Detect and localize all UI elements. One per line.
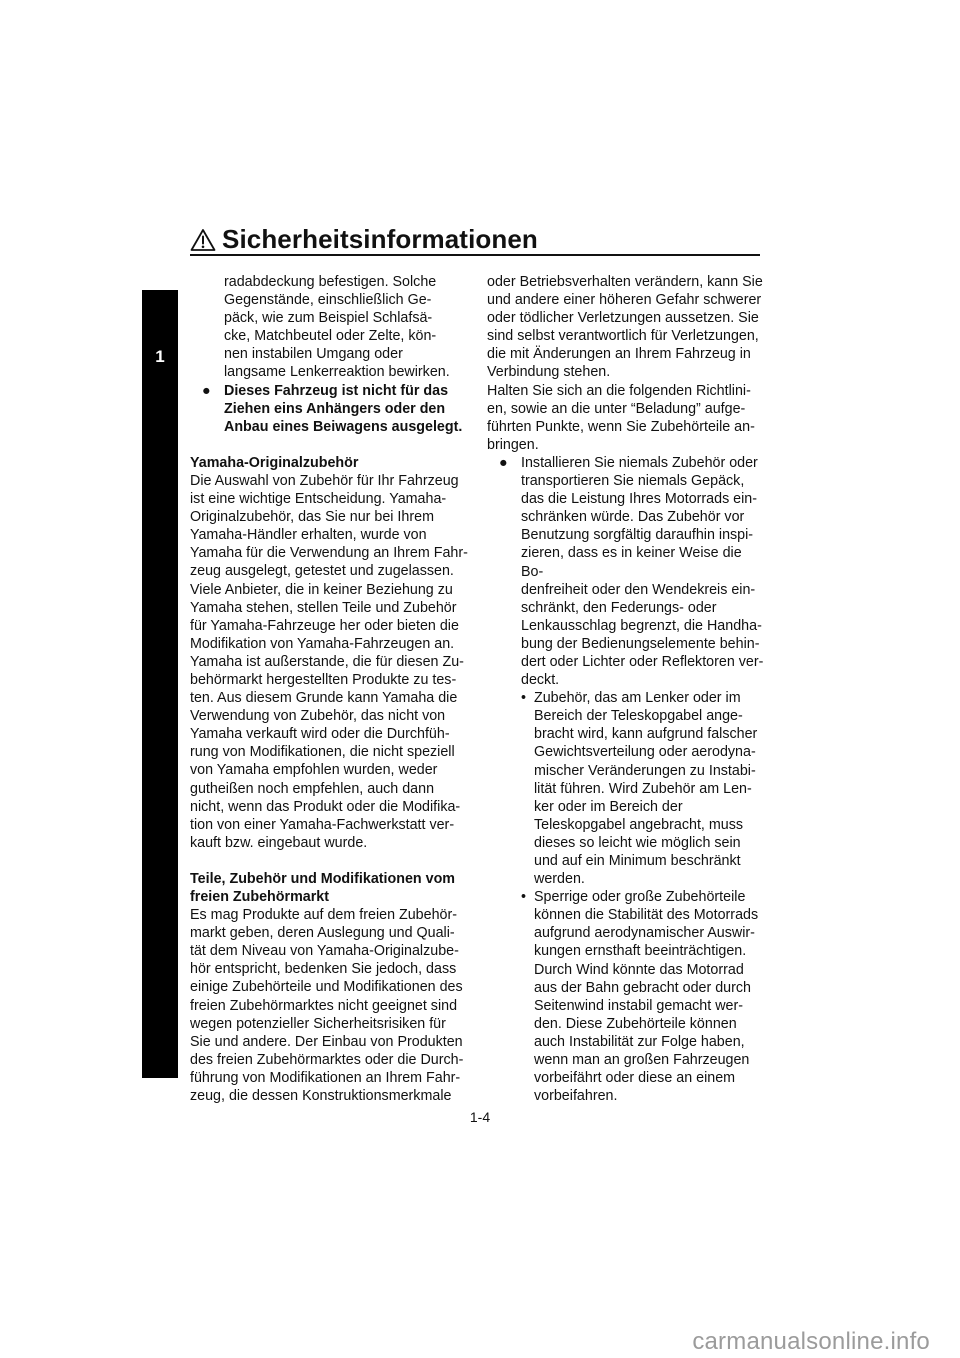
text-line: lität führen. Wird Zubehör am Len- [534,780,752,797]
text-line: transportieren Sie niemals Gepäck, [521,473,745,490]
text-line: Zubehör, das am Lenker oder im [534,690,741,707]
footer-watermark: carmanualsonline.info [692,1328,930,1355]
text-line: Yamaha stehen, stellen Teile und Zubehör [190,599,457,616]
page-header [190,224,538,255]
text-line: mischer Veränderungen zu Instabi- [534,762,756,779]
text-line: Sie und andere. Der Einbau von Produkten [190,1033,463,1050]
text-line: vorbeifahren. [534,1088,618,1105]
text-line: und andere einer höheren Gefahr schwerer [487,292,762,309]
text-line: das die Leistung Ihres Motorrads ein- [521,491,758,508]
text-line: führung von Modifikationen an Ihrem Fahr- [190,1069,461,1086]
text-line: päck, wie zum Beispiel Schlafsä- [224,310,433,327]
header-divider [190,254,760,256]
text-line: bracht wird, kann aufgrund falscher [534,726,758,743]
text-line: oder tödlicher Verletzungen aussetzen. Sie [487,310,759,327]
text-line: Durch Wind könnte das Motorrad [534,961,744,978]
text-line: cke, Matchbeutel oder Zelte, kön- [224,328,437,345]
text-line: Sperrige oder große Zubehörteile [534,889,746,906]
section-body [190,472,472,852]
text-line: führten Punkte, wenn Sie Zubehörteile an- [487,418,755,435]
text-line: Gewichtsverteilung oder aerodyna- [534,744,756,761]
text-line: Yamaha ist außerstande, die für diesen Zu- [190,653,464,670]
text-line: Seitenwind instabil gemacht wer- [534,997,743,1014]
page-number: 1-4 [469,1109,491,1125]
bullet-point-icon: • [521,690,527,707]
bullet-dot-icon: ● [202,382,211,399]
text-line: behörmarkt hergestellten Produkte zu tes- [190,671,457,688]
text-line: kauft bzw. eingebaut wurde. [190,834,368,851]
bullet-point-icon: • [521,889,527,906]
text-line: Teleskopgabel angebracht, muss [534,816,744,833]
text-line: langsame Lenkerreaktion bewirken. [224,364,450,381]
text-line: Originalzubehör, das Sie nur bei Ihrem [190,509,434,526]
text-line: Dieses Fahrzeug ist nicht für das [224,382,449,399]
text-line: freien Zubehörmarktes nicht geeignet sind [190,997,458,1014]
text-line: zieren, dass es in keiner Weise die Bo- [521,545,742,580]
text-line: einige Zubehörteile und Modifikationen des [190,979,463,996]
page-title: Sicherheitsinformationen [222,224,538,254]
text-line: Benutzung sorgfältig daraufhin inspi- [521,527,754,544]
sub-bullet-item [487,689,767,888]
text-line: ker oder im Bereich der [534,798,683,815]
text-line: gutheißen noch empfehlen, auch dann [190,780,435,797]
text-line: Halten Sie sich an die folgenden Richtlini- [487,382,751,399]
text-line: für Yamaha-Fahrzeuge her oder bieten die [190,617,459,634]
text-line: aufgrund aerodynamischer Auswir- [534,925,755,942]
text-line: Ziehen eins Anhängers oder den [224,400,446,417]
text-line: dert oder Lichter oder Reflektoren ver- [521,653,764,670]
text-line: schränkt, den Federungs- oder [521,599,717,616]
text-line: zeug, die dessen Konstruktionsmerkmale [190,1088,452,1105]
text-line: Lenkausschlag begrenzt, die Handha- [521,617,762,634]
text-line: dieses so leicht wie möglich sein [534,834,741,851]
text-line: sind selbst verantwortlich für Verletzungen, [487,328,759,345]
text-line: denfreiheit oder den Wendekreis ein- [521,581,756,598]
text-line: markt geben, deren Auslegung und Quali- [190,925,455,942]
text-line: tät dem Niveau von Yamaha-Originalzube- [190,943,459,960]
text-line: und auf ein Minimum beschränkt [534,853,741,869]
text-line: auch Instabilität zur Folge haben, [534,1033,745,1050]
text-line: Verbindung stehen. [487,364,611,381]
text-line: ten. Aus diesem Grunde kann Yamaha die [190,690,458,707]
section-heading: Yamaha-Originalzubehör [190,454,359,471]
text-line: oder Betriebsverhalten verändern, kann Sie [487,274,763,290]
section-heading: freien Zubehörmarkt [190,889,330,905]
text-line: des freien Zubehörmarktes oder die Durch- [190,1051,464,1068]
bullet-dot-icon: ● [499,454,508,471]
left-column [190,273,472,1105]
text-line: radabdeckung befestigen. Solche [224,274,437,290]
text-line: Verwendung von Zubehör, das nicht von [190,708,446,725]
text-line: schränken würde. Das Zubehör vor [521,509,745,526]
text-line: rung von Modifikationen, die nicht speziell [190,744,455,761]
chapter-tab [142,290,178,1078]
text-line: aus der Bahn gebracht oder durch [534,979,751,996]
text-line: Yamaha verkauft wird oder die Durchfüh- [190,726,450,743]
text-line: Es mag Produkte auf dem freien Zubehör- [190,907,458,924]
sub-bullet-item [487,888,767,1105]
text-line: Die Auswahl von Zubehör für Ihr Fahrzeug [190,472,459,489]
text-line: bringen. [487,436,539,453]
text-line: Yamaha für die Verwendung an Ihrem Fahr- [190,545,468,562]
bullet-item [487,454,767,689]
text-line: Modifikation von Yamaha-Fahrzeugen an. [190,635,455,652]
text-line: bung der Bedienungselemente behin- [521,635,760,652]
section-heading: Teile, Zubehör und Modifikationen vom [190,870,456,887]
text-line: kungen ernsthaft beeinträchtigen. [534,943,747,960]
text-line: den. Diese Zubehörteile können [534,1015,737,1032]
warning-bullet-item [190,382,472,436]
text-line: nen instabilen Umgang oder [224,346,403,363]
chapter-number: 1 [155,347,165,366]
text-line: von Yamaha empfohlen wurden, weder [190,762,438,779]
text-line: Anbau eines Beiwagens ausgelegt. [224,418,463,435]
text-line: die mit Änderungen an Ihrem Fahrzeug in [487,346,751,363]
text-line: werden. [534,871,585,888]
text-line: deckt. [521,672,560,689]
text-line: nicht, wenn das Produkt oder die Modifika- [190,798,461,815]
text-line: Viele Anbieter, die in keiner Beziehung zu [190,581,453,598]
text-line: wegen potenzieller Sicherheitsrisiken für [190,1015,446,1032]
text-line: en, sowie an die unter “Beladung” aufge- [487,400,746,417]
text-line: Bereich der Teleskopgabel ange- [534,708,743,725]
continued-paragraph [190,273,472,382]
right-column [487,273,767,1105]
text-line: vorbeifährt oder diese an einem [534,1070,736,1087]
text-line: zeug ausgelegt, getestet und zugelassen. [190,563,454,580]
text-line: Installieren Sie niemals Zubehör oder [521,454,758,471]
intro-paragraph [487,273,767,454]
text-line: Gegenstände, einschließlich Ge- [224,292,432,309]
text-line: tion von einer Yamaha-Fachwerkstatt ver- [190,816,455,833]
warning-triangle-icon [190,228,216,252]
text-line: Yamaha-Händler erhalten, wurde von [190,527,427,544]
text-line: ist eine wichtige Entscheidung. Yamaha- [190,491,447,508]
text-line: können die Stabilität des Motorrads [534,907,759,924]
section-body [190,906,472,1105]
text-line: hör entspricht, bedenken Sie jedoch, dass [190,961,457,978]
text-line: wenn man an großen Fahrzeugen [534,1052,750,1069]
